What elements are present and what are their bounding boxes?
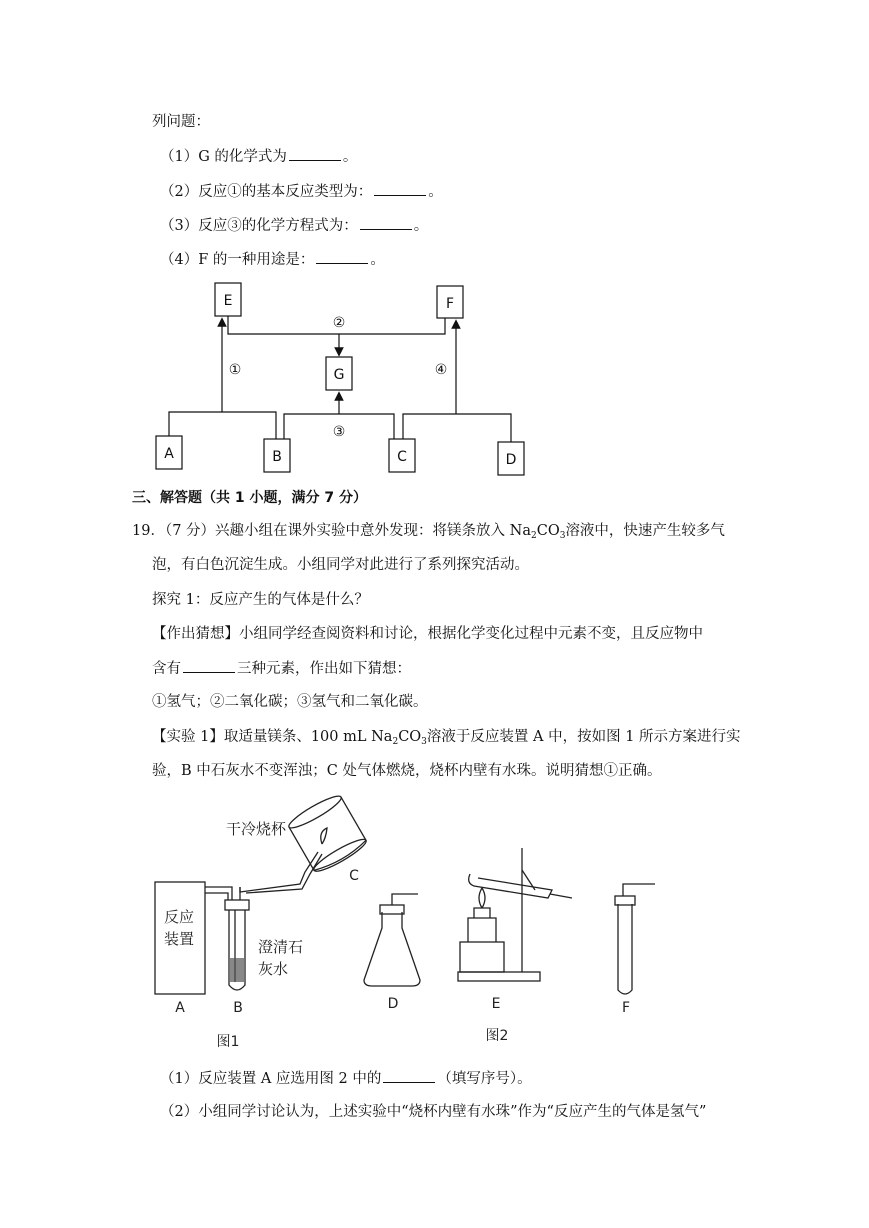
label-d: D [387, 996, 399, 1012]
q18-part2-end: 。 [428, 184, 443, 200]
q19-line8: 验，B 中石灰水不变浑浊；C 处气体燃烧，烧杯内壁有水珠。说明猜想①正确。 [152, 763, 662, 779]
heated-tube [469, 874, 552, 898]
flask-tube [392, 894, 418, 905]
q18-part1-end: 。 [342, 149, 358, 165]
q19-line5-text: 含有 [152, 661, 181, 677]
q19-line5-end: 三种元素，作出如下猜想： [237, 661, 411, 677]
box-f-label: F [445, 296, 455, 312]
label-b: B [233, 1000, 243, 1016]
q18-part2-text: （2）反应①的基本反应类型为： [160, 184, 373, 200]
beaker-c [286, 792, 369, 876]
q19-line4: 【作出猜想】小组同学经查阅资料和讨论，根据化学变化过程中元素不变，且反应物中 [152, 626, 703, 642]
q19-line6: ①氢气；②二氧化碳；③氢气和二氧化碳。 [152, 694, 428, 710]
limewater-label-1: 澄清石 [258, 938, 304, 956]
q18-part3-text: （3）反应③的化学方程式为： [160, 218, 358, 234]
q19-part2: （2）小组同学讨论认为，上述实验中“烧杯内壁有水珠”作为“反应产生的气体是氢气” [160, 1104, 707, 1120]
answer-blank[interactable] [383, 1068, 435, 1083]
reaction-1-label: ① [228, 362, 242, 378]
figure-1-caption: 图1 [216, 1034, 240, 1050]
q18-part1-text: （1）G 的化学式为 [160, 149, 287, 165]
q19-part1 [160, 1068, 532, 1089]
figure-2-caption: 图2 [485, 1028, 509, 1044]
box-g-label: G [333, 367, 345, 383]
tube-outlet [550, 894, 572, 898]
box-b-label: B [272, 449, 282, 465]
q18-part4-text: （4）F 的一种用途是： [160, 252, 315, 268]
subscript: 2 [530, 531, 537, 541]
reactor-label-2: 装置 [164, 930, 195, 948]
q19-part1-end: （填写序号）。 [437, 1071, 532, 1087]
label-a: A [175, 1000, 185, 1016]
box-c-label: C [397, 449, 407, 465]
section-heading: 三、解答题（共 1 小题，满分 7 分） [132, 490, 367, 506]
test-tube-f [618, 904, 632, 994]
label-c: C [349, 868, 359, 884]
flask-d [364, 912, 420, 986]
stand-base [458, 972, 540, 981]
tube-f [623, 884, 655, 896]
q19-line1-end: 溶液中，快速产生较多气 [565, 523, 725, 539]
q19-line7-end: 溶液于反应装置 A 中，按如图 1 所示方案进行实 [426, 729, 741, 745]
beaker-label: 干冷烧杯 [226, 820, 287, 838]
label-e: E [491, 996, 501, 1012]
label-f: F [621, 1000, 631, 1016]
limewater [230, 958, 244, 982]
outlet-tube [246, 854, 322, 893]
reaction-2-label: ② [332, 315, 346, 331]
q19-formula: CO [536, 523, 560, 539]
q18-part4-end: 。 [370, 252, 385, 268]
wood-block [460, 942, 504, 972]
subscript: 2 [392, 737, 399, 747]
stopper-f [615, 896, 635, 905]
q19-line1-text: 19．（7 分）兴趣小组在课外实验中意外发现：将镁条放入 Na [132, 523, 531, 539]
q19-line7-text: 【实验 1】取适量镁条、100 mL Na [152, 729, 393, 745]
subscript: 3 [421, 737, 427, 747]
q19-line2: 泡，有白色沉淀生成。小组同学对此进行了系列探究活动。 [152, 557, 529, 573]
flask-stopper [380, 905, 404, 914]
limewater-label-2: 灰水 [258, 960, 289, 978]
reaction-3-label: ③ [332, 424, 346, 440]
delivery-tube [205, 893, 228, 900]
stopper [225, 900, 249, 910]
q19-formula: CO [398, 729, 422, 745]
q19-line3: 探究 1：反应产生的气体是什么？ [152, 592, 369, 608]
q18-part3-end: 。 [413, 218, 429, 234]
box-e-label: E [223, 293, 233, 309]
q18-intro: 列问题： [152, 114, 210, 130]
subscript: 3 [559, 531, 566, 541]
clamp [522, 870, 535, 890]
q19-part1-text: （1）反应装置 A 应选用图 2 中的 [160, 1071, 382, 1087]
reaction-4-label: ④ [434, 362, 448, 378]
burner [468, 908, 496, 942]
burner-flame-icon [479, 888, 485, 908]
box-d-label: D [505, 452, 517, 468]
flame-icon [321, 828, 327, 844]
reactor-label-1: 反应 [164, 908, 195, 926]
box-a-label: A [164, 446, 174, 462]
